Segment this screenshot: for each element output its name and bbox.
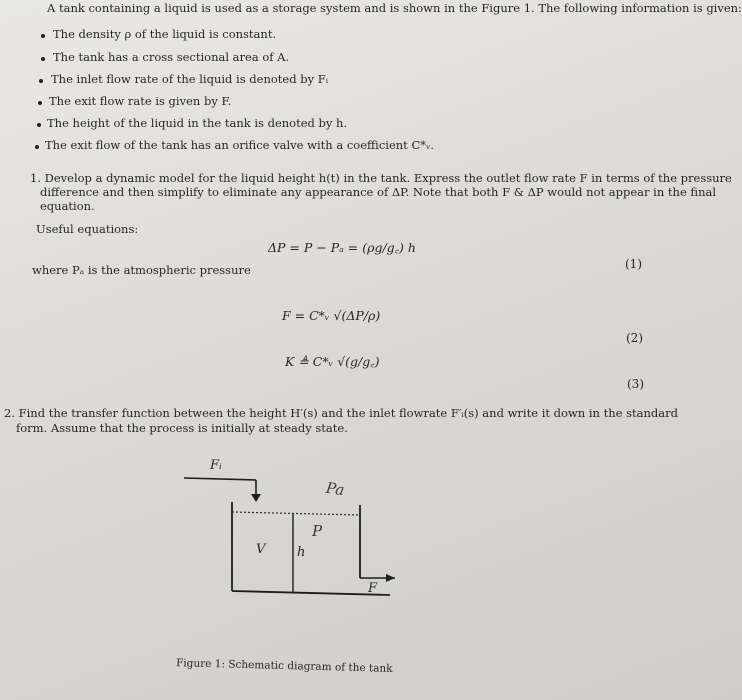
q1-line3: equation. (40, 199, 95, 213)
inlet-flow-label: Fᵢ (210, 458, 222, 473)
bullet-exit: The exit flow rate is given by F. (49, 94, 232, 108)
outlet-flow-label: F (368, 581, 378, 596)
equation-number-1: (1) (625, 257, 642, 271)
equation-2: F = C*ᵥ √(ΔP/ρ) (282, 308, 381, 323)
bullet-density: The density ρ of the liquid is constant. (53, 27, 277, 41)
figure-caption: Figure 1: Schematic diagram of the tank (175, 657, 393, 675)
liquid-level-line (232, 512, 360, 515)
equation-1: ΔP = P − Pₐ = (ρg/g꜀) h (268, 240, 416, 255)
intro-text: A tank containing a liquid is used as a storage system and is shown in the Figure 1. The following information is given: (47, 1, 742, 15)
q2-line2: form. Assume that the process is initially at steady state. (16, 421, 348, 435)
pressure-handwritten-label: P (312, 522, 323, 540)
q1-line1: 1. Develop a dynamic model for the liquid height h(t) in the tank. Express the outlet flow rate F in terms of the pressure (30, 171, 732, 185)
equation-3: K ≜ C*ᵥ √(g/g꜀) (285, 354, 380, 369)
bullet-height: The height of the liquid in the tank is denoted by h. (47, 116, 348, 130)
bullet-orifice: The exit flow of the tank has an orifice valve with a coefficient C*ᵥ. (45, 138, 434, 152)
equation-number-2: (2) (626, 331, 643, 345)
bullet-inlet: The inlet flow rate of the liquid is denoted by Fᵢ (51, 72, 329, 86)
atmospheric-pressure-handwritten-label: Pa (324, 478, 346, 500)
height-label: h (297, 545, 306, 560)
bullet-area: The tank has a cross sectional area of A. (53, 50, 290, 64)
volume-label: V (256, 542, 266, 557)
q1-line2: difference and then simplify to eliminate any appearance of ΔP. Note that both F & ΔP would not appear in the final (40, 185, 717, 199)
outlet-arrow (386, 574, 395, 582)
inlet-pipe (184, 478, 261, 502)
equation-number-3: (3) (627, 377, 644, 391)
useful-equations-label: Useful equations: (36, 222, 139, 236)
atmospheric-note: where Pₐ is the atmospheric pressure (32, 263, 251, 277)
q2-line1: 2. Find the transfer function between the height H′(s) and the inlet flowrate F′ᵢ(s) and write it down in the standard (4, 406, 678, 420)
